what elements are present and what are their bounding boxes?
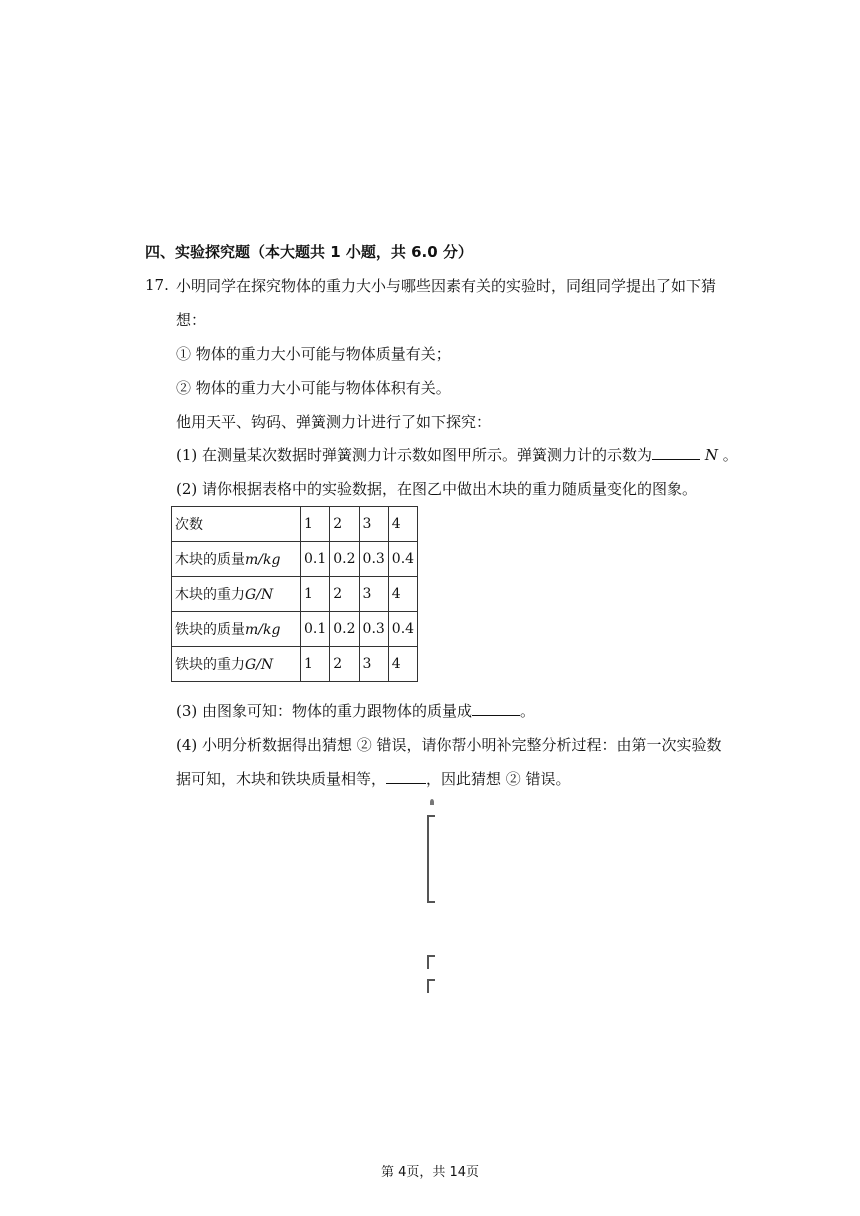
- part-1-suffix: 。: [722, 446, 738, 464]
- answer-blank-3[interactable]: [472, 701, 520, 716]
- table-cell: 2: [330, 647, 359, 682]
- question-intro-line1: 小明同学在探究物体的重力大小与哪些因素有关的实验时，同组同学提出了如下猜: [176, 277, 717, 295]
- spring-scale-figure-fragment: [424, 795, 436, 1015]
- part-4-text: 据可知，木块和铁块质量相等，: [176, 770, 387, 788]
- part-4-line1: (4) 小明分析数据得出猜想 ② 错误，请你帮小明补完整分析过程：由第一次实验数: [176, 736, 722, 754]
- method-text: 他用天平、钩码、弹簧测力计进行了如下探究：: [176, 413, 492, 431]
- table-row: [172, 577, 418, 612]
- table-cell: 4: [388, 507, 417, 542]
- table-cell: 0.1: [301, 612, 330, 647]
- table-cell: 1: [301, 647, 330, 682]
- table-cell: 0.2: [330, 612, 359, 647]
- table-cell: 0.1: [301, 542, 330, 577]
- table-row-label: [172, 577, 301, 612]
- row-label-unit: m/kg: [245, 552, 281, 568]
- row-label-text: 铁块的重力: [175, 657, 245, 673]
- row-label-unit: G/N: [245, 587, 274, 603]
- section-title: 四、实验探究题（本大题共 1 小题，共 6.0 分）: [145, 243, 473, 261]
- table-row: [172, 542, 418, 577]
- question-number: 17.: [145, 276, 169, 294]
- row-label-text: 木块的质量: [175, 552, 245, 568]
- answer-blank-4[interactable]: [386, 769, 426, 784]
- table-cell: 1: [301, 507, 330, 542]
- question-intro-line2: 想：: [176, 311, 207, 329]
- part-1: [176, 445, 738, 465]
- figure-mark-2-side: [427, 979, 429, 993]
- table-cell: 4: [388, 647, 417, 682]
- part-3-text: (3) 由图象可知：物体的重力跟物体的质量成: [176, 702, 473, 720]
- part-4-suffix: ，因此猜想 ② 错误。: [426, 770, 571, 788]
- part-3: [176, 701, 535, 721]
- part-1-text: (1) 在测量某次数据时弹簧测力计示数如图甲所示。弹簧测力计的示数为: [176, 446, 653, 464]
- table-cell: 3: [359, 647, 388, 682]
- table-cell: 0.3: [359, 612, 388, 647]
- table-cell: 4: [388, 577, 417, 612]
- table-cell: 3: [359, 507, 388, 542]
- table-row: [172, 647, 418, 682]
- table-row-label: [172, 612, 301, 647]
- data-table: [171, 506, 418, 682]
- row-label-text: 木块的重力: [175, 587, 245, 603]
- row-label-text: 次数: [175, 517, 203, 533]
- table-cell: 0.4: [388, 612, 417, 647]
- part-2: (2) 请你根据表格中的实验数据，在图乙中做出木块的重力随质量变化的图象。: [176, 480, 698, 498]
- hypothesis-2: ② 物体的重力大小可能与物体体积有关。: [176, 379, 451, 397]
- table-row-label: [172, 542, 301, 577]
- row-label-unit: m/kg: [245, 622, 281, 638]
- table-cell: 3: [359, 577, 388, 612]
- figure-hook: [430, 799, 434, 805]
- table-row-label: [172, 647, 301, 682]
- table-cell: 2: [330, 507, 359, 542]
- part-1-unit: N: [704, 446, 718, 464]
- part-3-suffix: 。: [520, 702, 536, 720]
- table-cell: 0.4: [388, 542, 417, 577]
- table-cell: 1: [301, 577, 330, 612]
- row-label-unit: G/N: [245, 657, 274, 673]
- table-row: [172, 612, 418, 647]
- answer-blank-1[interactable]: [652, 445, 700, 460]
- row-label-text: 铁块的质量: [175, 622, 245, 638]
- table-cell: 0.3: [359, 542, 388, 577]
- table-cell: 2: [330, 577, 359, 612]
- figure-bracket-side: [427, 815, 429, 903]
- figure-mark-1-side: [427, 955, 429, 969]
- table-row-label: [172, 507, 301, 542]
- table-cell: 0.2: [330, 542, 359, 577]
- part-4-line2: [176, 769, 571, 789]
- figure-bracket-bottom: [427, 901, 435, 903]
- page-footer: 第 4页，共 14页: [380, 1165, 480, 1180]
- hypothesis-1: ① 物体的重力大小可能与物体质量有关；: [176, 345, 451, 363]
- table-row: [172, 507, 418, 542]
